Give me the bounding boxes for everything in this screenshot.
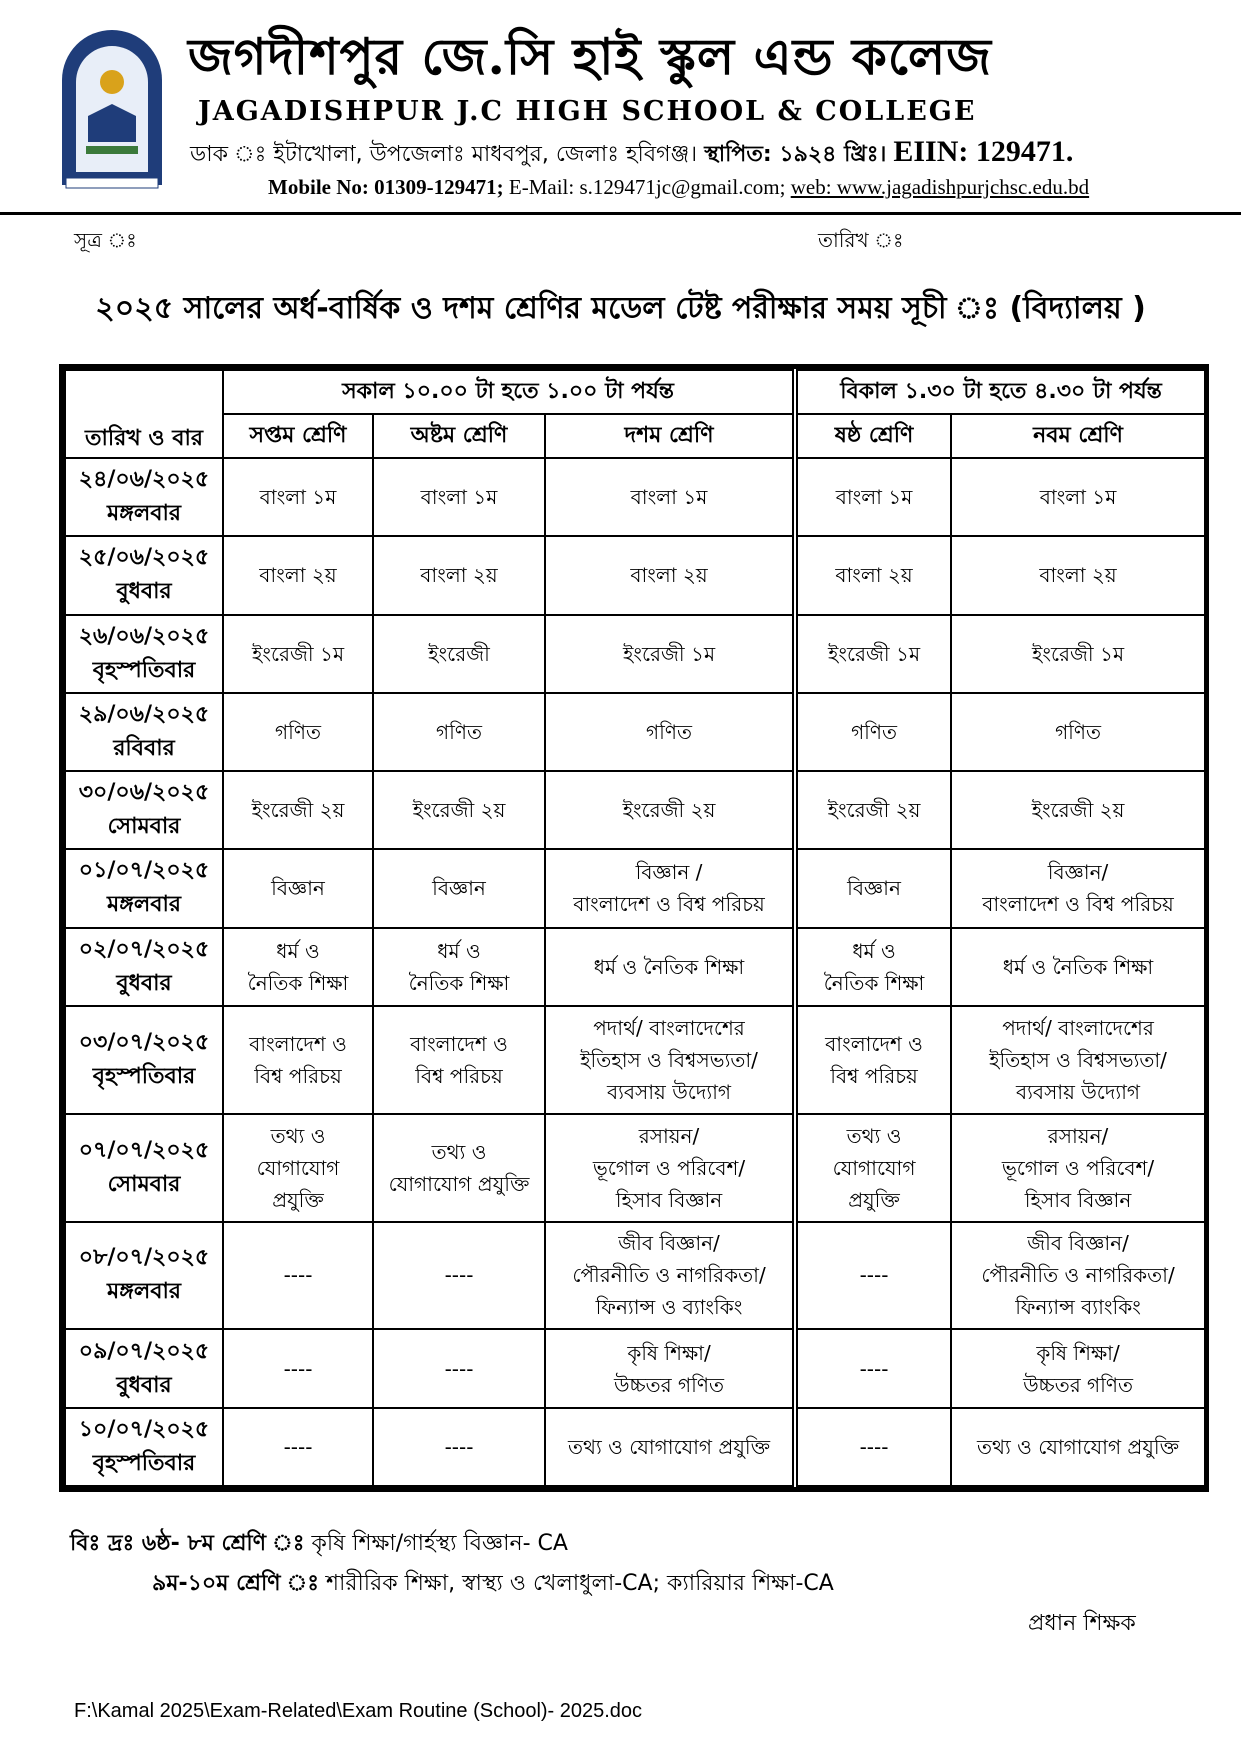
exam-day: বৃহস্পতিবার: [92, 1063, 196, 1089]
subject-cell: ----: [223, 1408, 373, 1486]
subject-cell: বাংলা ১ম: [951, 458, 1205, 536]
subject-cell: ইংরেজী ১ম: [545, 615, 795, 693]
subject-cell: ইংরেজী ২য়: [545, 771, 795, 849]
document-title: ২০২৫ সালের অর্ধ-বার্ষিক ও দশম শ্রেণির মডেল টেষ্ট পরীক্ষার সময় সূচী ঃ (বিদ্যালয় ): [95, 291, 1146, 326]
exam-date: ২৬/০৬/২০২৫: [78, 623, 210, 649]
exam-day: মঙ্গলবার: [107, 892, 181, 918]
subject-cell: বাংলা ২য়: [545, 536, 795, 614]
subject-cell: ইংরেজী ২য়: [223, 771, 373, 849]
note-text-1: কৃষি শিক্ষা/গার্হস্থ্য বিজ্ঞান- CA: [311, 1531, 568, 1556]
schedule-row: [65, 1408, 1205, 1486]
contact-line: [268, 172, 1168, 202]
subject-cell: বাংলা ২য়: [223, 536, 373, 614]
note-line-2: [152, 1564, 834, 1604]
subject-cell: বাংলা ২য়: [951, 536, 1205, 614]
subject-cell: ইংরেজী ২য়: [951, 771, 1205, 849]
date-cell: [65, 928, 223, 1006]
subject-cell: ধর্ম ও নৈতিক শিক্ষা: [373, 928, 545, 1006]
class-header: অষ্টম শ্রেণি: [373, 414, 545, 458]
exam-date: ০৭/০৭/২০২৫: [78, 1137, 210, 1163]
subject-cell: ইংরেজী ১ম: [223, 615, 373, 693]
schedule-row: [65, 771, 1205, 849]
subject-cell: ----: [223, 1222, 373, 1330]
afternoon-session-header: বিকাল ১.৩০ টা হতে ৪.৩০ টা পর্যন্ত: [795, 370, 1205, 414]
date-cell: [65, 458, 223, 536]
subject-cell: বিজ্ঞান: [795, 849, 951, 927]
subject-cell: গণিত: [373, 693, 545, 771]
subject-cell: রসায়ন/ ভূগোল ও পরিবেশ/ হিসাব বিজ্ঞান: [545, 1114, 795, 1222]
header-divider: [0, 212, 1241, 215]
schedule-row: [65, 928, 1205, 1006]
subject-cell: গণিত: [795, 693, 951, 771]
exam-date: ১০/০৭/২০২৫: [78, 1416, 210, 1442]
subject-cell: ধর্ম ও নৈতিক শিক্ষা: [223, 928, 373, 1006]
schedule-row: [65, 615, 1205, 693]
subject-cell: বাংলা ১ম: [545, 458, 795, 536]
subject-cell: তথ্য ও যোগাযোগ প্রযুক্তি: [795, 1114, 951, 1222]
school-logo: [52, 20, 172, 190]
date-column-header: তারিখ ও বার: [65, 370, 223, 458]
subject-cell: বাংলা ২য়: [373, 536, 545, 614]
exam-day: মঙ্গলবার: [107, 1279, 181, 1305]
exam-date: ৩০/০৬/২০২৫: [78, 780, 210, 806]
date-cell: [65, 1114, 223, 1222]
date-label: তারিখ ঃ: [818, 228, 904, 252]
subject-cell: পদার্থ/ বাংলাদেশের ইতিহাস ও বিশ্বসভ্যতা/ ব্যবসায় উদ্যোগ: [951, 1006, 1205, 1114]
subject-cell: রসায়ন/ ভূগোল ও পরিবেশ/ হিসাব বিজ্ঞান: [951, 1114, 1205, 1222]
subject-cell: ----: [373, 1408, 545, 1486]
exam-day: বৃহস্পতিবার: [92, 657, 196, 683]
school-address: [190, 132, 1200, 172]
subject-cell: ----: [373, 1329, 545, 1407]
subject-cell: বাংলা ১ম: [373, 458, 545, 536]
subject-cell: তথ্য ও যোগাযোগ প্রযুক্তি: [223, 1114, 373, 1222]
established-text: স্থাপিত: ১৯২৪ খ্রিঃ।: [704, 142, 887, 167]
file-path-footer: F:\Kamal 2025\Exam-Related\Exam Routine (School)- 2025.doc: [74, 1700, 643, 1722]
exam-day: সোমবার: [107, 1171, 181, 1197]
exam-date: ২৫/০৬/২০২৫: [78, 545, 210, 571]
subject-cell: পদার্থ/ বাংলাদেশের ইতিহাস ও বিশ্বসভ্যতা/ ব্যবসায় উদ্যোগ: [545, 1006, 795, 1114]
subject-cell: তথ্য ও যোগাযোগ প্রযুক্তি: [373, 1114, 545, 1222]
school-name-english: JAGADISHPUR J.C HIGH SCHOOL & COLLEGE: [198, 96, 977, 127]
subject-cell: বাংলা ১ম: [795, 458, 951, 536]
subject-cell: বাংলাদেশ ও বিশ্ব পরিচয়: [223, 1006, 373, 1114]
schedule-row: [65, 693, 1205, 771]
subject-cell: জীব বিজ্ঞান/ পৌরনীতি ও নাগরিকতা/ ফিন্যান্স ও ব্যাংকিং: [545, 1222, 795, 1330]
subject-cell: ইংরেজী ১ম: [795, 615, 951, 693]
subject-cell: ----: [373, 1222, 545, 1330]
date-cell: [65, 771, 223, 849]
exam-day: বুধবার: [116, 1372, 172, 1398]
morning-session-header: সকাল ১০.০০ টা হতে ১.০০ টা পর্যন্ত: [223, 370, 795, 414]
subject-cell: গণিত: [545, 693, 795, 771]
schedule-row: [65, 458, 1205, 536]
subject-cell: তথ্য ও যোগাযোগ প্রযুক্তি: [951, 1408, 1205, 1486]
subject-cell: ধর্ম ও নৈতিক শিক্ষা: [545, 928, 795, 1006]
reference-label: সূত্র ঃ: [74, 228, 137, 252]
exam-day: রবিবার: [113, 735, 175, 761]
schedule-row: [65, 1329, 1205, 1407]
eiin-number: EIIN: 129471.: [893, 135, 1074, 168]
note-label-1: বিঃ দ্রঃ ৬ষ্ঠ- ৮ম শ্রেণি ঃ: [70, 1531, 305, 1556]
subject-cell: গণিত: [951, 693, 1205, 771]
date-cell: [65, 1006, 223, 1114]
schedule-row: [65, 1222, 1205, 1330]
subject-cell: বাংলা ১ম: [223, 458, 373, 536]
headmaster-signature: প্রধান শিক্ষক: [1028, 1611, 1136, 1636]
subject-cell: ----: [795, 1329, 951, 1407]
exam-schedule-table: [59, 364, 1209, 1492]
class-header: নবম শ্রেণি: [951, 414, 1205, 458]
schedule-row: [65, 849, 1205, 927]
class-header: দশম শ্রেণি: [545, 414, 795, 458]
exam-day: বৃহস্পতিবার: [92, 1450, 196, 1476]
subject-cell: বাংলাদেশ ও বিশ্ব পরিচয়: [795, 1006, 951, 1114]
exam-day: বুধবার: [116, 970, 172, 996]
exam-date: ০৮/০৭/২০২৫: [78, 1245, 210, 1271]
schedule-row: [65, 536, 1205, 614]
subject-cell: ইংরেজী: [373, 615, 545, 693]
exam-date: ২৪/০৬/২০২৫: [78, 467, 210, 493]
subject-cell: ধর্ম ও নৈতিক শিক্ষা: [795, 928, 951, 1006]
email-address: E-Mail: s.129471jc@gmail.com;: [508, 175, 786, 199]
subject-cell: বিজ্ঞান / বাংলাদেশ ও বিশ্ব পরিচয়: [545, 849, 795, 927]
date-cell: [65, 1222, 223, 1330]
exam-day: সোমবার: [107, 814, 181, 840]
subject-cell: বাংলাদেশ ও বিশ্ব পরিচয়: [373, 1006, 545, 1114]
subject-cell: ----: [795, 1222, 951, 1330]
exam-day: মঙ্গলবার: [107, 501, 181, 527]
address-text: ডাক ঃ ইটাখোলা, উপজেলাঃ মাধবপুর, জেলাঃ হবিগঞ্জ।: [190, 142, 698, 167]
class-header: সপ্তম শ্রেণি: [223, 414, 373, 458]
subject-cell: ইংরেজী ২য়: [795, 771, 951, 849]
subject-cell: বাংলা ২য়: [795, 536, 951, 614]
date-cell: [65, 615, 223, 693]
note-line-1: [70, 1524, 568, 1564]
note-text-2: শারীরিক শিক্ষা, স্বাস্থ্য ও খেলাধুলা-CA; ক্যারিয়ার শিক্ষা-CA: [326, 1571, 834, 1596]
exam-date: ০১/০৭/২০২৫: [78, 858, 210, 884]
date-cell: [65, 849, 223, 927]
schedule-row: [65, 1114, 1205, 1222]
date-cell: [65, 536, 223, 614]
subject-cell: বিজ্ঞান: [373, 849, 545, 927]
subject-cell: কৃষি শিক্ষা/ উচ্চতর গণিত: [545, 1329, 795, 1407]
subject-cell: বিজ্ঞান: [223, 849, 373, 927]
date-cell: [65, 693, 223, 771]
subject-cell: ধর্ম ও নৈতিক শিক্ষা: [951, 928, 1205, 1006]
exam-date: ০৩/০৭/২০২৫: [78, 1029, 210, 1055]
schedule-row: [65, 1006, 1205, 1114]
note-label-2: ৯ম-১০ম শ্রেণি ঃ: [152, 1571, 320, 1596]
subject-cell: গণিত: [223, 693, 373, 771]
subject-cell: কৃষি শিক্ষা/ উচ্চতর গণিত: [951, 1329, 1205, 1407]
exam-date: ২৯/০৬/২০২৫: [78, 701, 210, 727]
subject-cell: ----: [223, 1329, 373, 1407]
subject-cell: ----: [795, 1408, 951, 1486]
school-name-bangla: জগদীশপুর জে.সি হাই স্কুল এন্ড কলেজ: [188, 27, 992, 86]
class-header: ষষ্ঠ শ্রেণি: [795, 414, 951, 458]
website-link[interactable]: web: www.jagadishpurjchsc.edu.bd: [790, 175, 1090, 199]
subject-cell: বিজ্ঞান/ বাংলাদেশ ও বিশ্ব পরিচয়: [951, 849, 1205, 927]
date-cell: [65, 1329, 223, 1407]
exam-date: ০৯/০৭/২০২৫: [78, 1338, 210, 1364]
subject-cell: ইংরেজী ২য়: [373, 771, 545, 849]
date-cell: [65, 1408, 223, 1486]
subject-cell: তথ্য ও যোগাযোগ প্রযুক্তি: [545, 1408, 795, 1486]
exam-date: ০২/০৭/২০২৫: [78, 936, 210, 962]
subject-cell: জীব বিজ্ঞান/ পৌরনীতি ও নাগরিকতা/ ফিন্যান্স ব্যাংকিং: [951, 1222, 1205, 1330]
subject-cell: ইংরেজী ১ম: [951, 615, 1205, 693]
mobile-number: Mobile No: 01309-129471;: [268, 175, 504, 199]
exam-day: বুধবার: [116, 579, 172, 605]
